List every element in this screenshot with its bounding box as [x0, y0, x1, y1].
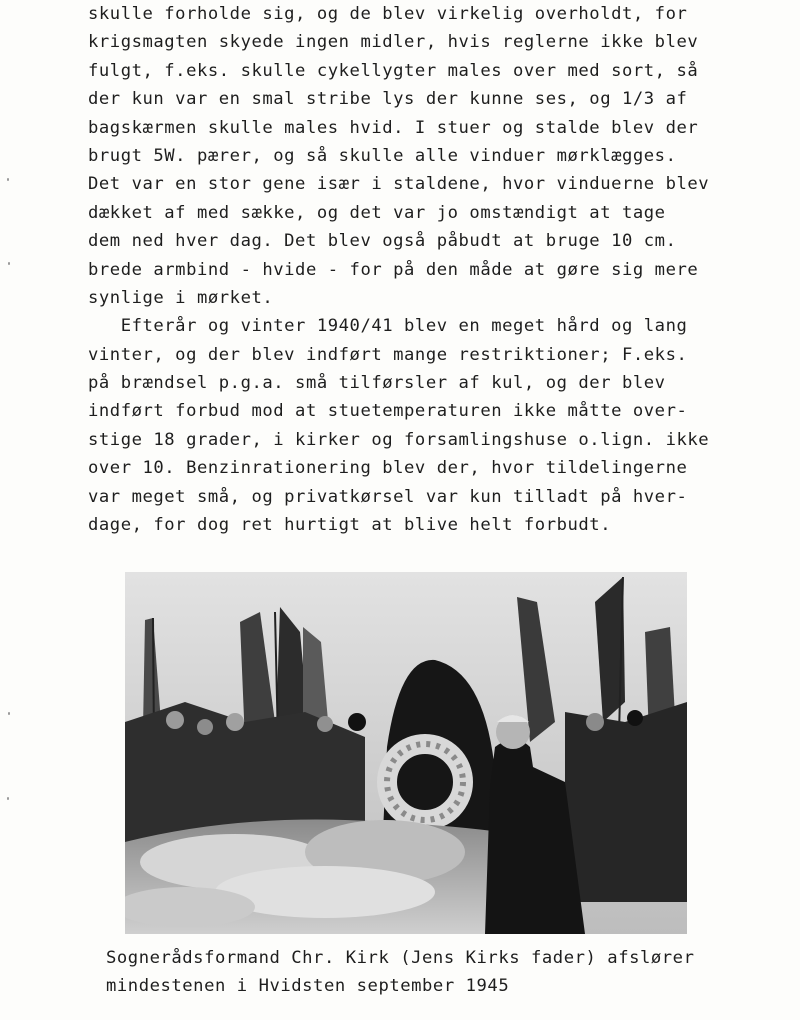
text-line: over 10. Benzinrationering blev der, hvor tildelingerne	[88, 458, 688, 479]
text-line: krigsmagten skyede ingen midler, hvis reglerne ikke blev	[88, 32, 699, 53]
text-line: dem ned hver dag. Det blev også påbudt at bruge 10 cm.	[88, 231, 677, 252]
text-line: Det var en stor gene især i staldene, hvor vinduerne blev	[88, 174, 710, 195]
body-text	[88, 0, 768, 539]
scan-speck	[8, 262, 10, 265]
photo-caption	[106, 944, 766, 1001]
text-line: stige 18 grader, i kirker og forsamlingshuse o.lign. ikke	[88, 429, 710, 450]
text-line: vinter, og der blev indført mange restriktioner; F.eks.	[88, 344, 688, 365]
memorial-photo	[125, 572, 687, 934]
caption-line: Sognerådsformand Chr. Kirk (Jens Kirks fader) afslører	[106, 948, 695, 968]
photo-illustration	[125, 572, 687, 934]
text-line: Efterår og vinter 1940/41 blev en meget hård og lang	[88, 316, 688, 337]
scan-speck	[7, 178, 9, 181]
text-line: på brændsel p.g.a. små tilførsler af kul, og der blev	[88, 373, 666, 394]
text-line: brugt 5W. pærer, og så skulle alle vinduer mørklægges.	[88, 145, 677, 166]
text-line: dage, for dog ret hurtigt at blive helt forbudt.	[88, 515, 612, 536]
text-line: indført forbud mod at stuetemperaturen ikke måtte over-	[88, 401, 688, 422]
text-line: bagskærmen skulle males hvid. I stuer og stalde blev der	[88, 117, 699, 138]
text-line: skulle forholde sig, og de blev virkelig overholdt, for	[88, 4, 688, 24]
text-line: synlige i mørket.	[88, 287, 274, 308]
scan-speck	[8, 712, 10, 715]
text-line: fulgt, f.eks. skulle cykellygter males over med sort, så	[88, 60, 699, 81]
scan-speck	[7, 797, 9, 800]
caption-line: mindestenen i Hvidsten september 1945	[106, 976, 510, 997]
text-line: der kun var en smal stribe lys der kunne ses, og 1/3 af	[88, 89, 688, 110]
text-line: brede armbind - hvide - for på den måde at gøre sig mere	[88, 259, 699, 280]
text-line: var meget små, og privatkørsel var kun tilladt på hver-	[88, 486, 688, 507]
text-line: dækket af med sække, og det var jo omstændigt at tage	[88, 202, 666, 223]
